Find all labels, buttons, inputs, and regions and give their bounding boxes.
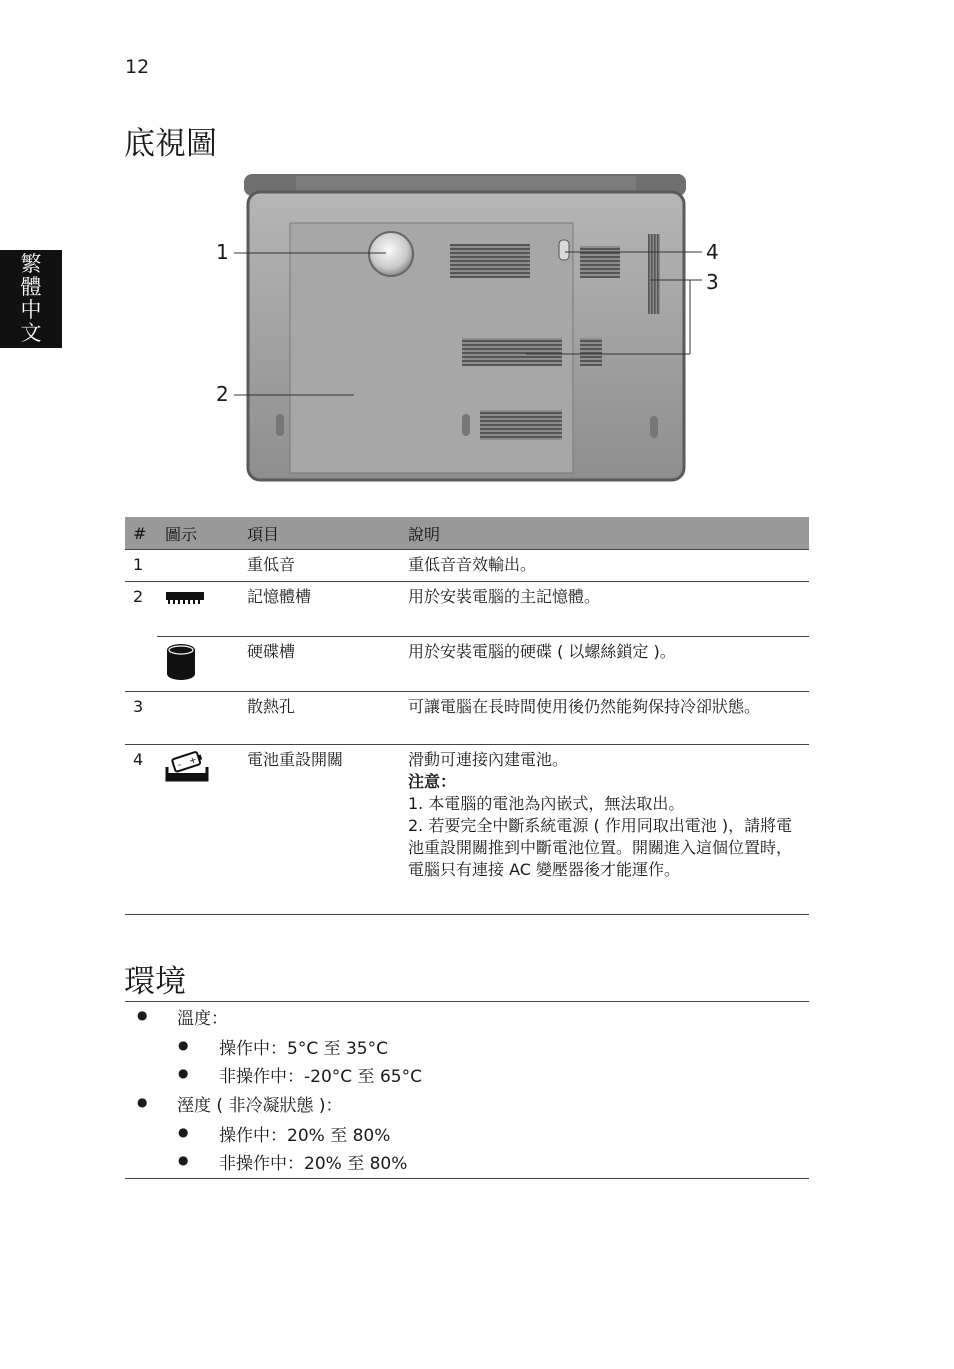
- note-1: 1. 本電腦的電池為內嵌式，無法取出。: [408, 794, 685, 813]
- battery-reset-switch: [559, 240, 569, 260]
- temperature-operating: 操作中：5°C 至 35°C: [219, 1039, 388, 1059]
- vent-5: [480, 410, 562, 440]
- row-icon: [157, 550, 239, 582]
- vent-1: [450, 244, 530, 278]
- bottom-view-table: [125, 517, 809, 915]
- bullet-icon: ●: [178, 1066, 189, 1080]
- language-side-tab: 繁體中文: [0, 250, 62, 348]
- callout-2: 2: [216, 382, 229, 406]
- subwoofer-icon: [369, 232, 413, 276]
- section-divider: [125, 1001, 809, 1002]
- row-description: [400, 745, 809, 915]
- row-number: [125, 637, 157, 692]
- row-icon: [157, 637, 239, 692]
- battery-reset-description: 滑動可連接內建電池。: [408, 750, 569, 769]
- svg-text:-: -: [176, 760, 183, 771]
- row-description: 重低音音效輸出。: [400, 550, 809, 582]
- row-item: 硬碟槽: [239, 637, 400, 692]
- row-number: 4: [125, 745, 157, 915]
- callout-4: 4: [706, 240, 719, 264]
- bullet-icon: ●: [178, 1153, 189, 1167]
- laptop-bottom-figure: [210, 168, 730, 488]
- laptop-bottom-illustration: [210, 168, 730, 488]
- row-icon: [157, 692, 239, 745]
- header-icon: 圖示: [157, 517, 239, 550]
- vent-4: [580, 338, 602, 366]
- table-row: [125, 692, 809, 745]
- row-number: 3: [125, 692, 157, 745]
- section-title-environment: 環境: [124, 964, 186, 1000]
- row-description: 用於安裝電腦的主記憶體。: [400, 582, 809, 637]
- vent-2: [580, 246, 620, 278]
- side-vent: [648, 234, 660, 314]
- row-icon: [157, 582, 239, 637]
- callout-3: 3: [706, 270, 719, 294]
- header-number: #: [125, 517, 157, 550]
- table-row: [125, 550, 809, 582]
- row-description: 可讓電腦在長時間使用後仍然能夠保持冷卻狀態。: [400, 692, 809, 745]
- note-2: 2. 若要完全中斷系統電源 ( 作用同取出電池 )，請將電池重設開關推到中斷電池位置。開關進入這個位置時，電腦只有連接 AC 變壓器後才能運作。: [408, 816, 793, 879]
- table-row: [125, 582, 809, 637]
- section-title-bottom-view: 底視圖: [124, 126, 217, 162]
- vent-3: [462, 338, 562, 366]
- table-row: [125, 745, 809, 915]
- row-number: 1: [125, 550, 157, 582]
- row-icon: [157, 745, 239, 915]
- hard-disk-icon: [165, 641, 197, 681]
- row-item: 散熱孔: [239, 692, 400, 745]
- temperature-label: 溫度：: [177, 1009, 228, 1029]
- header-description: 說明: [400, 517, 809, 550]
- bullet-icon: ●: [137, 1095, 148, 1109]
- header-item: 項目: [239, 517, 400, 550]
- bullet-icon: ●: [137, 1008, 148, 1022]
- humidity-label: 溼度 ( 非冷凝狀態 )：: [177, 1096, 343, 1116]
- bullet-icon: ●: [178, 1038, 189, 1052]
- memory-slot-icon: [165, 586, 205, 606]
- section-divider: [125, 1178, 809, 1179]
- row-number: 2: [133, 587, 144, 606]
- row-item: 記憶體槽: [239, 582, 400, 637]
- row-description: 用於安裝電腦的硬碟 ( 以螺絲鎖定 )。: [400, 637, 809, 692]
- humidity-operating: 操作中：20% 至 80%: [219, 1126, 391, 1146]
- table-header-row: [125, 517, 809, 550]
- table-row: [125, 637, 809, 692]
- bullet-icon: ●: [178, 1125, 189, 1139]
- page-number: 12: [125, 56, 150, 78]
- svg-text:+: +: [187, 755, 199, 768]
- battery-reset-icon: [165, 749, 209, 783]
- temperature-non-operating: 非操作中：-20°C 至 65°C: [219, 1067, 422, 1087]
- row-item: 重低音: [239, 550, 400, 582]
- humidity-non-operating: 非操作中：20% 至 80%: [219, 1154, 408, 1174]
- row-item: 電池重設開關: [239, 745, 400, 915]
- note-title: 注意：: [408, 772, 457, 791]
- callout-1: 1: [216, 240, 229, 264]
